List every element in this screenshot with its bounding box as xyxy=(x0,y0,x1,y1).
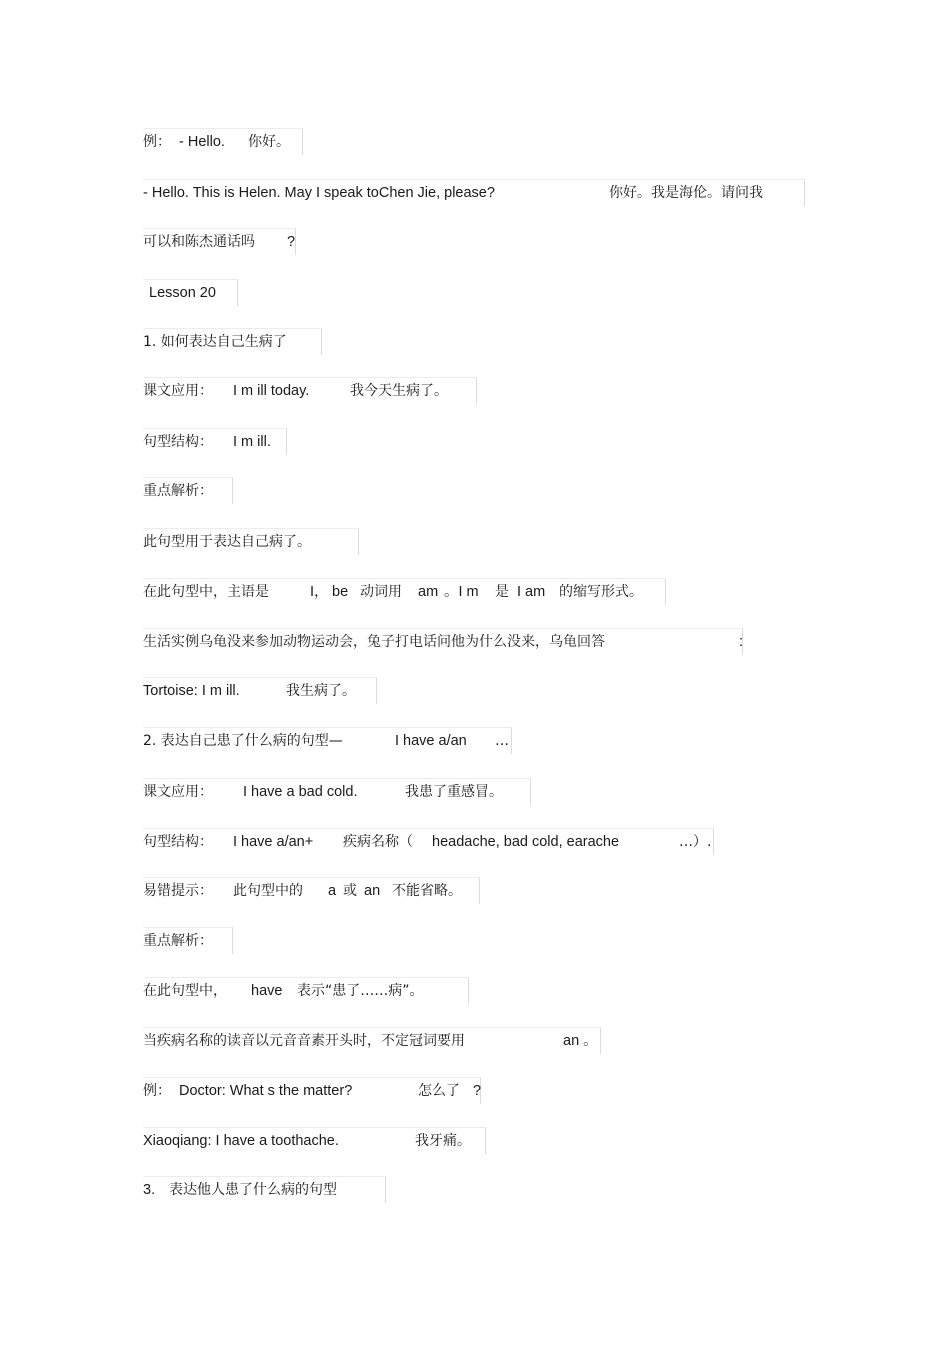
text-segment: 你好。我是海伦。请问我 xyxy=(609,185,763,201)
text-segment: 可以和陈杰通话吗 xyxy=(143,234,255,250)
text-segment: 我牙痛。 xyxy=(415,1133,471,1149)
text-segment: an xyxy=(364,883,381,899)
text-segment: 例： xyxy=(143,134,171,150)
text-segment: ? xyxy=(287,234,296,250)
text-segment: 句型结构： xyxy=(143,434,213,450)
text-segment: 我患了重感冒。 xyxy=(405,784,503,800)
text-segment: 3. xyxy=(143,1182,156,1198)
text-segment: ? xyxy=(473,1083,482,1099)
text-segment: … xyxy=(495,733,509,749)
text-segment: 表达他人患了什么病的句型 xyxy=(169,1182,337,1198)
text-segment: - Hello. xyxy=(179,134,225,150)
text-segment: I have a/an+ xyxy=(233,834,314,850)
text-segment: Tortoise: I m ill. xyxy=(143,683,240,699)
text-segment: headache, bad cold, earache xyxy=(432,834,620,850)
text-segment: an 。 xyxy=(563,1033,598,1049)
text-segment: I m ill. xyxy=(233,434,271,450)
text-segment: 我今天生病了。 xyxy=(350,383,448,399)
text-segment: Doctor: What s the matter? xyxy=(179,1083,353,1099)
text-segment: 动词用 xyxy=(360,584,402,600)
text-segment: I have a/an xyxy=(395,733,467,749)
text-segment: 2. 表达自己患了什么病的句型— xyxy=(143,733,343,749)
text-segment: 重点解析： xyxy=(143,483,213,499)
text-segment: 课文应用： xyxy=(143,383,213,399)
text-segment: 句型结构： xyxy=(143,834,213,850)
text-segment: 你好。 xyxy=(248,134,290,150)
text-segment: 在此句型中，主语是 xyxy=(143,584,269,600)
text-segment: Xiaoqiang: I have a toothache. xyxy=(143,1133,339,1149)
text-segment: a xyxy=(328,883,337,899)
text-segment: 表示“患了……病”。 xyxy=(297,983,424,999)
text-segment: be xyxy=(332,584,349,600)
text-segment: 生活实例乌龟没来参加动物运动会，兔子打电话问他为什么没来，乌龟回答 xyxy=(143,634,605,650)
text-segment: 是 xyxy=(495,584,509,600)
text-segment: : xyxy=(739,634,744,650)
text-segment: - Hello. This is Helen. May I speak toChen Jie, please? xyxy=(143,185,495,201)
text-segment: 在此句型中， xyxy=(143,983,227,999)
text-segment: 疾病名称（ xyxy=(343,834,413,850)
text-segment: 当疾病名称的读音以元音音素开头时，不定冠词要用 xyxy=(143,1033,465,1049)
text-segment: 课文应用： xyxy=(143,784,213,800)
text-segment: 易错提示： xyxy=(143,883,213,899)
text-segment: 或 xyxy=(343,883,357,899)
text-segment: I m ill today. xyxy=(233,383,310,399)
text-segment: 1. 如何表达自己生病了 xyxy=(143,334,287,350)
text-segment: have xyxy=(251,983,283,999)
text-segment: I， xyxy=(310,584,329,600)
text-segment: 例： xyxy=(143,1083,171,1099)
text-segment: 。I m xyxy=(444,584,479,600)
text-segment: Lesson 20 xyxy=(149,285,216,301)
text-segment: 不能省略。 xyxy=(392,883,462,899)
text-segment: …）. xyxy=(679,834,712,850)
text-segment: 此句型中的 xyxy=(233,883,303,899)
text-segment: am xyxy=(418,584,439,600)
text-segment: 怎么了 xyxy=(418,1083,460,1099)
text-segment: I am xyxy=(517,584,546,600)
text-segment: I have a bad cold. xyxy=(243,784,358,800)
text-segment: 重点解析： xyxy=(143,933,213,949)
text-segment: 此句型用于表达自己病了。 xyxy=(143,534,311,550)
text-segment: 的缩写形式。 xyxy=(559,584,643,600)
text-segment: 我生病了。 xyxy=(286,683,356,699)
